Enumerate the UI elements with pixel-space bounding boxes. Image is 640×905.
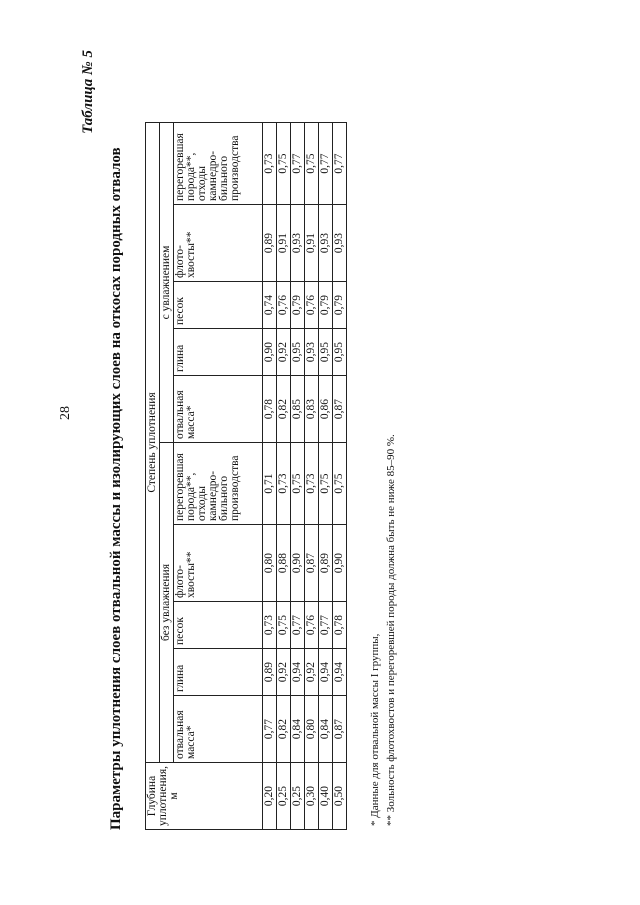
table-row	[263, 123, 277, 830]
value-cell: 0,87	[333, 376, 347, 443]
value-cell: 0,73	[305, 443, 319, 525]
value-cell: 0,80	[263, 525, 277, 602]
value-cell: 0,92	[305, 649, 319, 696]
depth-cell: 0,25	[277, 763, 291, 830]
value-cell: 0,78	[333, 602, 347, 649]
value-cell: 0,77	[319, 602, 333, 649]
value-cell: 0,87	[333, 696, 347, 763]
page-number: 28	[58, 406, 73, 420]
value-cell: 0,75	[277, 123, 291, 205]
value-cell: 0,77	[319, 123, 333, 205]
value-cell: 0,77	[263, 696, 277, 763]
value-cell: 0,82	[277, 696, 291, 763]
rotated-page-content	[75, 40, 405, 870]
value-cell: 0,80	[305, 696, 319, 763]
value-cell: 0,92	[277, 329, 291, 376]
value-cell: 0,93	[333, 205, 347, 282]
col-header: перегоревшая порода**, отходы камнедро-бильного производства	[174, 443, 263, 525]
value-cell: 0,91	[305, 205, 319, 282]
depth-cell: 0,50	[333, 763, 347, 830]
table-row	[291, 123, 305, 830]
value-cell: 0,75	[277, 602, 291, 649]
value-cell: 0,73	[277, 443, 291, 525]
value-cell: 0,95	[319, 329, 333, 376]
value-cell: 0,77	[291, 602, 305, 649]
value-cell: 0,75	[319, 443, 333, 525]
depth-cell: 0,25	[291, 763, 305, 830]
group-without-moisture: без увлажнения	[160, 443, 174, 763]
value-cell: 0,79	[319, 282, 333, 329]
value-cell: 0,77	[333, 123, 347, 205]
value-cell: 0,94	[333, 649, 347, 696]
value-cell: 0,73	[263, 123, 277, 205]
value-cell: 0,95	[333, 329, 347, 376]
group-with-moisture: с увлажнением	[160, 123, 174, 443]
value-cell: 0,84	[291, 696, 305, 763]
value-cell: 0,94	[319, 649, 333, 696]
col-header: песок	[174, 602, 263, 649]
footnotes	[367, 434, 399, 826]
value-cell: 0,82	[277, 376, 291, 443]
value-cell: 0,79	[333, 282, 347, 329]
value-cell: 0,95	[291, 329, 305, 376]
value-cell: 0,90	[291, 525, 305, 602]
table-row	[333, 123, 347, 830]
value-cell: 0,75	[333, 443, 347, 525]
table-row	[277, 123, 291, 830]
col-header: флото-хвосты**	[174, 525, 263, 602]
table-title: Параметры уплотнения слоев отвальной массы и изолирующих слоев на откосах породных отвалов	[108, 147, 124, 830]
depth-header: Глубина уплотнения, м	[146, 763, 263, 830]
value-cell: 0,76	[305, 282, 319, 329]
value-cell: 0,90	[263, 329, 277, 376]
value-cell: 0,76	[277, 282, 291, 329]
col-header: глина	[174, 649, 263, 696]
value-cell: 0,75	[291, 443, 305, 525]
value-cell: 0,90	[333, 525, 347, 602]
value-cell: 0,83	[305, 376, 319, 443]
table-label: Таблица № 5	[80, 50, 96, 134]
value-cell: 0,89	[263, 205, 277, 282]
value-cell: 0,78	[263, 376, 277, 443]
value-cell: 0,89	[263, 649, 277, 696]
value-cell: 0,79	[291, 282, 305, 329]
depth-cell: 0,40	[319, 763, 333, 830]
value-cell: 0,89	[319, 525, 333, 602]
value-cell: 0,84	[319, 696, 333, 763]
depth-cell: 0,20	[263, 763, 277, 830]
value-cell: 0,73	[263, 602, 277, 649]
value-cell: 0,77	[291, 123, 305, 205]
col-header: песок	[174, 282, 263, 329]
table-row	[305, 123, 319, 830]
footnote: ** Зольность флотохвостов и перегоревшей породы должна быть не ниже 85–90 %.	[385, 434, 397, 826]
value-cell: 0,85	[291, 376, 305, 443]
value-cell: 0,87	[305, 525, 319, 602]
value-cell: 0,93	[305, 329, 319, 376]
value-cell: 0,76	[305, 602, 319, 649]
col-header: отвальная масса*	[174, 376, 263, 443]
col-header: флото-хвосты**	[174, 205, 263, 282]
value-cell: 0,93	[319, 205, 333, 282]
value-cell: 0,91	[277, 205, 291, 282]
value-cell: 0,86	[319, 376, 333, 443]
table-row	[319, 123, 333, 830]
depth-cell: 0,30	[305, 763, 319, 830]
value-cell: 0,74	[263, 282, 277, 329]
value-cell: 0,71	[263, 443, 277, 525]
degree-header: Степень уплотнения	[146, 123, 160, 763]
value-cell: 0,93	[291, 205, 305, 282]
value-cell: 0,88	[277, 525, 291, 602]
value-cell: 0,92	[277, 649, 291, 696]
col-header: отвальная масса*	[174, 696, 263, 763]
value-cell: 0,75	[305, 123, 319, 205]
value-cell: 0,94	[291, 649, 305, 696]
col-header: глина	[174, 329, 263, 376]
col-header: перегоревшая порода**, отходы камнедро-бильного производства	[174, 123, 263, 205]
footnote: * Данные для отвальной массы I группы,	[369, 633, 381, 826]
compaction-table	[145, 122, 347, 830]
